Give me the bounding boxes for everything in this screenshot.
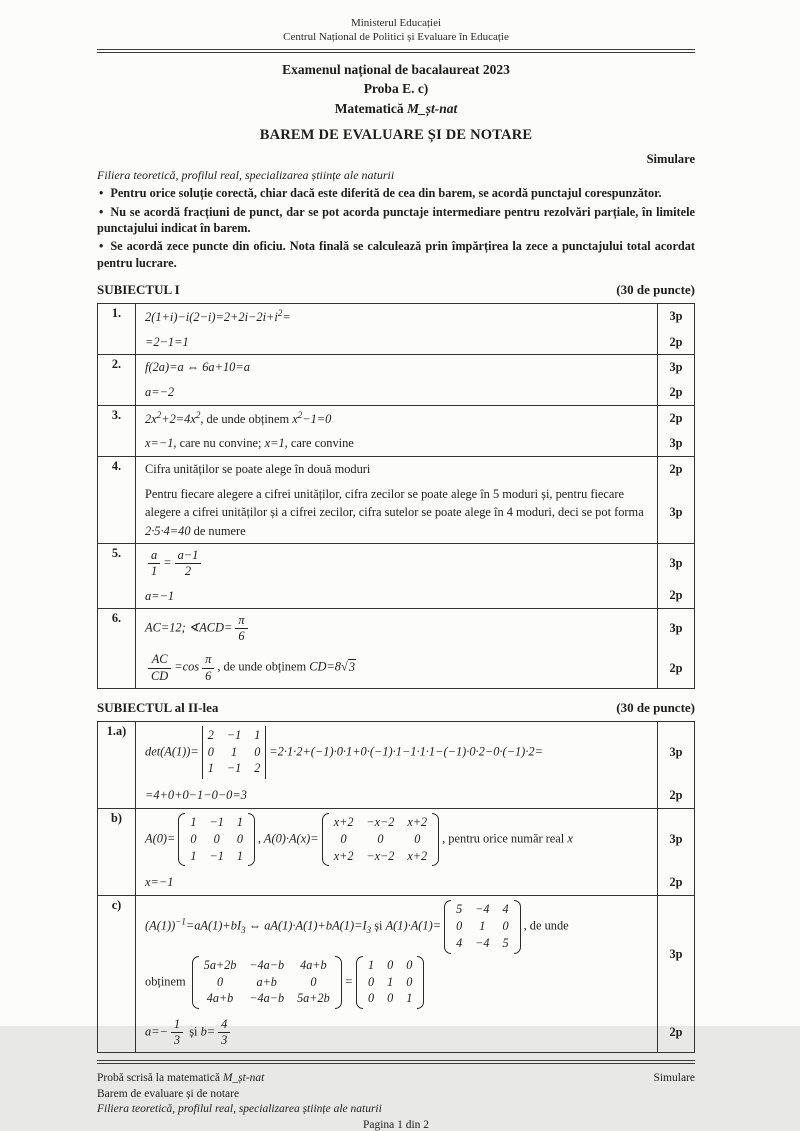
matrix-grid <box>329 813 432 867</box>
row-number: 3. <box>98 406 136 456</box>
solution-line <box>145 307 648 327</box>
matrix-cell: 5a+2b <box>203 957 237 972</box>
solution-part <box>136 355 694 380</box>
math-text: det(A(1))= <box>145 744 199 759</box>
matrix-cell: 5 <box>456 902 463 917</box>
superscript: 2 <box>156 409 162 420</box>
matrix-cell: 0 <box>213 831 220 846</box>
plain-text: , care convine <box>284 436 354 451</box>
row-body <box>136 896 694 1052</box>
solution-content <box>136 457 657 482</box>
points-value: 2p <box>657 457 694 482</box>
points-value: 3p <box>657 355 694 380</box>
matrix-cell: 2 <box>254 761 261 776</box>
superscript: 2 <box>277 308 283 318</box>
fraction <box>175 548 202 579</box>
subject-label: Matematică <box>334 100 408 116</box>
solution-line <box>145 547 648 580</box>
solution-part <box>136 330 694 355</box>
solution-content <box>136 809 657 871</box>
matrix-cell: −x−2 <box>366 814 395 829</box>
points-value: 3p <box>657 896 694 1013</box>
instruction-text: Pentru orice soluție corectă, chiar dacă este diferită de cea din barem, se acordă punctajul corespunzător. <box>110 186 662 201</box>
points-value: 2p <box>657 380 694 405</box>
points-value: 3p <box>657 722 694 784</box>
exam-proba: Proba E. c) <box>363 81 429 97</box>
solution-line <box>145 434 648 453</box>
matrix-cell: −1 <box>226 761 242 776</box>
matrix-cell: −1 <box>209 848 224 863</box>
matrix-cell: 4 <box>456 935 463 950</box>
solution-content <box>136 431 657 456</box>
numerator: a <box>148 548 160 564</box>
center-name: Centrul Național de Politici și Evaluare în Educație <box>283 31 509 44</box>
denominator: 3 <box>221 1033 228 1048</box>
matrix-fence-left <box>444 900 451 954</box>
row-body <box>136 457 694 543</box>
plain-text: obținem <box>145 974 189 989</box>
matrix-cell: 1 <box>230 744 238 759</box>
section-1-points: (30 de puncte) <box>616 282 695 297</box>
matrix-cell: 0 <box>207 744 214 759</box>
row-number: 4. <box>98 457 136 543</box>
subscript: 3 <box>241 925 246 936</box>
solution-part <box>136 584 694 609</box>
solution-part <box>136 544 694 583</box>
matrix-cell: −4 <box>475 935 490 950</box>
solution-part <box>136 1013 694 1052</box>
matrix <box>178 813 255 867</box>
matrix-grid <box>185 813 248 867</box>
denominator: 6 <box>205 668 212 683</box>
barem-table-1 <box>97 303 695 689</box>
math-text: = <box>163 555 172 570</box>
row-body <box>136 544 694 608</box>
row-body <box>136 809 694 895</box>
solution-line <box>145 358 648 377</box>
matrix-cell: 1 <box>190 848 197 863</box>
matrix-cell: 0 <box>236 831 243 846</box>
solution-content <box>136 330 657 355</box>
matrix-cell: 0 <box>340 831 347 846</box>
math-text: x=−1 <box>145 875 174 890</box>
matrix-fence-left <box>322 813 329 867</box>
matrix-cell: 0 <box>377 831 384 846</box>
solution-line <box>145 333 648 352</box>
denominator: CD <box>151 668 169 683</box>
footer-proba <box>97 1071 264 1086</box>
instruction-bullet <box>97 204 695 237</box>
points-value: 2p <box>657 584 694 609</box>
row-number: 2. <box>98 355 136 404</box>
matrix-cell: 0 <box>387 957 394 972</box>
matrix-cell: 5 <box>502 935 509 950</box>
row-number: 1. <box>98 304 136 354</box>
solution-line <box>145 587 648 606</box>
solution-part <box>136 609 694 648</box>
matrix-cell: 0 <box>216 974 224 989</box>
solution-content <box>136 406 657 432</box>
math-text: a=−1 <box>145 588 175 603</box>
solution-part <box>136 870 694 895</box>
section-2-points: (30 de puncte) <box>616 699 695 715</box>
solution-content <box>136 304 657 330</box>
numerator: π <box>202 652 214 668</box>
matrix-cell: 1 <box>207 761 214 776</box>
row-body <box>136 355 694 404</box>
matrix-cell: −x−2 <box>366 848 395 863</box>
footer-track-text: Filiera teoretică, profilul real, specializarea științe ale naturii <box>97 1102 382 1115</box>
denominator: 6 <box>238 629 245 644</box>
instruction-bullet <box>97 185 695 201</box>
points-value: 2p <box>657 330 694 355</box>
header-divider <box>97 49 695 53</box>
solution-content <box>136 783 657 808</box>
matrix-cell: 1 <box>479 918 486 933</box>
fraction <box>202 652 214 683</box>
math-text: ⇔ aA(1)·A(1)+bA(1)=I <box>245 918 367 933</box>
matrix-cell: 0 <box>310 974 317 989</box>
math-text: =2−1=1 <box>145 334 189 349</box>
matrix-cell: 5a+2b <box>297 991 330 1006</box>
matrix-fence-right <box>417 956 424 1010</box>
solution-part <box>136 896 694 1013</box>
solution-line <box>145 409 648 429</box>
matrix-cell: 1 <box>190 814 197 829</box>
math-text: CD=8 <box>309 659 341 674</box>
denominator: 3 <box>173 1033 181 1048</box>
row-number: c) <box>98 896 136 1052</box>
row-body <box>136 722 694 808</box>
matrix-grid <box>199 956 335 1010</box>
matrix-cell: x+2 <box>333 848 354 863</box>
solution-content <box>136 648 657 687</box>
matrix-cell: 0 <box>368 991 375 1006</box>
math-text: A(1)·A(1)= <box>385 918 442 933</box>
matrix-cell: 0 <box>190 831 197 846</box>
matrix-cell: 0 <box>414 831 421 846</box>
matrix-fence-left <box>192 956 199 1010</box>
plain-text: , de unde <box>523 918 569 933</box>
solution-content <box>136 355 657 380</box>
bullet-icon: • <box>99 239 104 254</box>
fraction <box>235 613 247 644</box>
footer-session: Simulare <box>653 1072 695 1085</box>
plain-text: și <box>371 918 386 933</box>
math-text: a=−2 <box>145 384 175 399</box>
footer-line-1 <box>97 1071 695 1086</box>
row-number: b) <box>98 809 136 895</box>
plain-text: Pentru fiecare alegere a cifrei unităților, cifra zecilor se poate alege în 5 moduri și, pentru fiecare alegere a cifrei unităților și a cifrei zecilor, cifra sutelor se poate alege în 4 moduri, deci se pot forma <box>145 486 644 520</box>
page-footer <box>97 1060 695 1131</box>
matrix-cell: 1 <box>236 814 243 829</box>
math-text: , A(0)·A(x)= <box>257 831 319 846</box>
problem-row <box>98 722 694 808</box>
solution-line <box>145 725 648 781</box>
matrix-fence-right <box>248 813 255 867</box>
matrix-cell: 0 <box>254 744 261 759</box>
solution-line <box>145 1016 648 1049</box>
numerator: a−1 <box>175 548 202 564</box>
problem-row <box>98 304 694 354</box>
solution-content <box>136 609 657 648</box>
bullet-icon: • <box>99 204 104 219</box>
matrix-fence-right <box>514 900 521 954</box>
solution-line <box>145 812 648 868</box>
matrix <box>192 956 342 1010</box>
document-title: BAREM DE EVALUARE ȘI DE NOTARE <box>259 127 533 144</box>
math-text: = <box>344 974 354 989</box>
solution-content <box>136 1013 657 1052</box>
matrix-cell: 4a+b <box>206 991 234 1006</box>
plain-text: , de unde obținem <box>217 659 310 674</box>
math-text: 2(1+i)−i(2−i)=2+2i−2i+i <box>145 310 278 325</box>
solution-part <box>136 304 694 330</box>
solution-content <box>136 896 657 1013</box>
subscript: 3 <box>366 925 372 936</box>
matrix-cell: 0 <box>387 991 394 1006</box>
solution-line <box>145 383 648 402</box>
matrix <box>202 726 267 780</box>
matrix-cell: 1 <box>236 848 243 863</box>
matrix-grid <box>451 900 514 954</box>
problem-row <box>98 895 694 1052</box>
plain-text: , de unde obținem <box>200 411 293 426</box>
solution-line <box>145 460 648 479</box>
matrix-cell: 0 <box>456 918 463 933</box>
points-value: 3p <box>657 431 694 456</box>
matrix <box>444 900 521 954</box>
instruction-text: Nu se acordă fracțiuni de punct, dar se pot acorda punctaje intermediare pentru rezolvări parțiale, în limitele punctajului indicat în barem. <box>97 204 695 235</box>
matrix-cell: −1 <box>226 727 242 742</box>
points-value: 3p <box>657 304 694 330</box>
solution-content <box>136 584 657 609</box>
solution-part <box>136 380 694 405</box>
plain-text: Cifra unităților se poate alege în două moduri <box>145 461 371 476</box>
page-number: Pagina 1 din 2 <box>362 1119 430 1131</box>
solution-line <box>145 899 648 955</box>
matrix-cell: a+b <box>256 974 277 989</box>
radical <box>341 659 356 674</box>
solution-line <box>145 955 648 1011</box>
points-value: 2p <box>657 648 694 687</box>
math-text: =cos <box>174 659 200 674</box>
radical-sign-icon: √ <box>341 659 348 674</box>
plain-text: , care nu convine; <box>173 436 265 451</box>
matrix-fence-left <box>356 956 363 1010</box>
matrix-cell: 0 <box>406 957 413 972</box>
row-number: 1.a) <box>98 722 136 808</box>
math-text: +2=4x <box>161 411 196 426</box>
superscript: 2 <box>195 409 201 420</box>
footer-proba-text: Probă scrisă la matematică <box>97 1072 223 1085</box>
points-value: 2p <box>657 1013 694 1052</box>
math-text: a=− <box>145 1024 168 1039</box>
subject-code: M_șt-nat <box>407 100 458 116</box>
math-text: x <box>567 831 573 846</box>
points-value: 2p <box>657 870 694 895</box>
solution-part <box>136 457 694 482</box>
instructions <box>97 185 695 271</box>
math-text: =aA(1)+bI <box>185 918 242 933</box>
matrix-cell: 1 <box>254 727 261 742</box>
solution-line <box>145 786 648 805</box>
plain-text: de numere <box>190 523 246 538</box>
denominator: 1 <box>151 564 158 579</box>
points-value: 3p <box>657 809 694 871</box>
solution-content <box>136 380 657 405</box>
matrix <box>322 813 439 867</box>
matrix-fence-left <box>178 813 185 867</box>
row-number: 5. <box>98 544 136 608</box>
math-text: −1=0 <box>302 411 332 426</box>
fraction <box>171 1017 183 1048</box>
matrix-cell: 0 <box>368 974 375 989</box>
matrix-cell: 4 <box>502 902 509 917</box>
matrix-cell: −4 <box>475 902 490 917</box>
fraction <box>148 548 160 579</box>
exam-subject <box>97 99 695 119</box>
math-text: (A(1)) <box>145 918 176 933</box>
matrix-fence-right <box>335 956 342 1010</box>
problem-row <box>98 405 694 456</box>
math-text: A(0)= <box>145 831 176 846</box>
matrix-cell: 0 <box>502 918 509 933</box>
solution-part <box>136 482 694 544</box>
math-text: b= <box>200 1024 216 1039</box>
instruction-bullet <box>97 238 695 271</box>
fraction <box>218 1017 230 1048</box>
row-body <box>136 609 694 688</box>
math-text: x=−1 <box>145 436 174 451</box>
matrix-grid <box>203 726 266 780</box>
problem-row <box>98 456 694 543</box>
footer-barem-text: Barem de evaluare și de notare <box>97 1087 240 1100</box>
numerator: π <box>235 613 247 629</box>
solution-part <box>136 783 694 808</box>
solution-line <box>145 485 648 541</box>
matrix-cell: −4a−b <box>249 991 285 1006</box>
problem-row <box>98 808 694 895</box>
section-2-title: SUBIECTUL al II-lea <box>97 699 219 715</box>
superscript: −1 <box>175 916 186 927</box>
matrix-cell: x+2 <box>407 814 428 829</box>
problem-row <box>98 608 694 688</box>
points-value: 2p <box>657 783 694 808</box>
problem-row <box>98 354 694 404</box>
points-value: 3p <box>657 544 694 583</box>
solution-part <box>136 809 694 871</box>
plain-text: și <box>186 1024 201 1039</box>
solution-line <box>145 651 648 684</box>
solution-part <box>136 722 694 784</box>
plain-text: , pentru orice număr real <box>442 831 568 846</box>
solution-part <box>136 648 694 687</box>
section-2-heading <box>97 700 695 716</box>
superscript: 2 <box>297 409 303 420</box>
math-text: x <box>292 411 298 426</box>
row-number: 6. <box>98 609 136 688</box>
points-value: 3p <box>657 482 694 544</box>
solution-part <box>136 406 694 432</box>
math-text: = <box>282 310 291 325</box>
radicand: 3 <box>348 659 356 674</box>
matrix-cell: x+2 <box>407 848 428 863</box>
math-text: f(2a)=a ⇔ 6a+10=a <box>145 360 250 375</box>
matrix-cell: x+2 <box>333 814 354 829</box>
numerator: 4 <box>218 1017 230 1033</box>
points-value: 3p <box>657 609 694 648</box>
solution-part <box>136 431 694 456</box>
fraction <box>148 652 171 683</box>
footer-proba-code: M_șt-nat <box>222 1072 265 1085</box>
points-value: 2p <box>657 406 694 432</box>
ministry-name: Ministerul Educației <box>350 17 442 29</box>
track-line: Filiera teoretică, profilul real, specializarea științe ale naturii <box>97 168 395 183</box>
row-body <box>136 406 694 456</box>
session-label: Simulare <box>646 152 695 167</box>
matrix-cell: −1 <box>209 814 224 829</box>
denominator: 2 <box>184 564 192 579</box>
matrix-cell: 1 <box>406 991 413 1006</box>
footer-line-2 <box>97 1087 695 1102</box>
row-body <box>136 304 694 354</box>
matrix <box>356 956 424 1010</box>
matrix-cell: 1 <box>368 957 375 972</box>
solution-content <box>136 482 657 544</box>
section-1-heading <box>97 282 695 298</box>
math-text: x=1 <box>264 436 285 451</box>
math-text: =4+0+0−1−0−0=3 <box>145 788 247 803</box>
matrix-cell: 1 <box>387 974 394 989</box>
math-text: 2·5·4=40 <box>145 523 191 538</box>
numerator: AC <box>148 652 171 668</box>
matrix-cell: 0 <box>406 974 413 989</box>
solution-content <box>136 544 657 583</box>
matrix-fence-right <box>432 813 439 867</box>
matrix-cell: 2 <box>207 727 214 742</box>
section-1-title: SUBIECTUL I <box>97 282 180 297</box>
math-text: AC=12; ∢ACD= <box>145 620 233 635</box>
solution-content <box>136 722 657 784</box>
math-text: =2·1·2+(−1)·0·1+0·(−1)·1−1·1·1−(−1)·0·2−0·(−1)·2= <box>269 744 543 759</box>
footer-line-3 <box>97 1102 695 1117</box>
problem-row <box>98 543 694 608</box>
solution-line <box>145 612 648 645</box>
instruction-text: Se acordă zece puncte din oficiu. Nota finală se calculează prin împărțirea la zece a punctajului total acordat pentru lucrare. <box>97 239 695 270</box>
exam-title: Examenul național de bacalaureat 2023 <box>282 61 510 77</box>
solution-content <box>136 870 657 895</box>
solution-line <box>145 873 648 892</box>
matrix-cell: 4a+b <box>300 957 327 972</box>
matrix-cell: −4a−b <box>249 957 285 972</box>
bullet-icon: • <box>99 186 104 201</box>
barem-table-2 <box>97 721 695 1054</box>
matrix-fence-right <box>265 726 266 780</box>
numerator: 1 <box>171 1017 183 1033</box>
footer-divider <box>97 1060 695 1064</box>
math-text: 2x <box>145 411 157 426</box>
matrix-grid <box>363 956 417 1010</box>
